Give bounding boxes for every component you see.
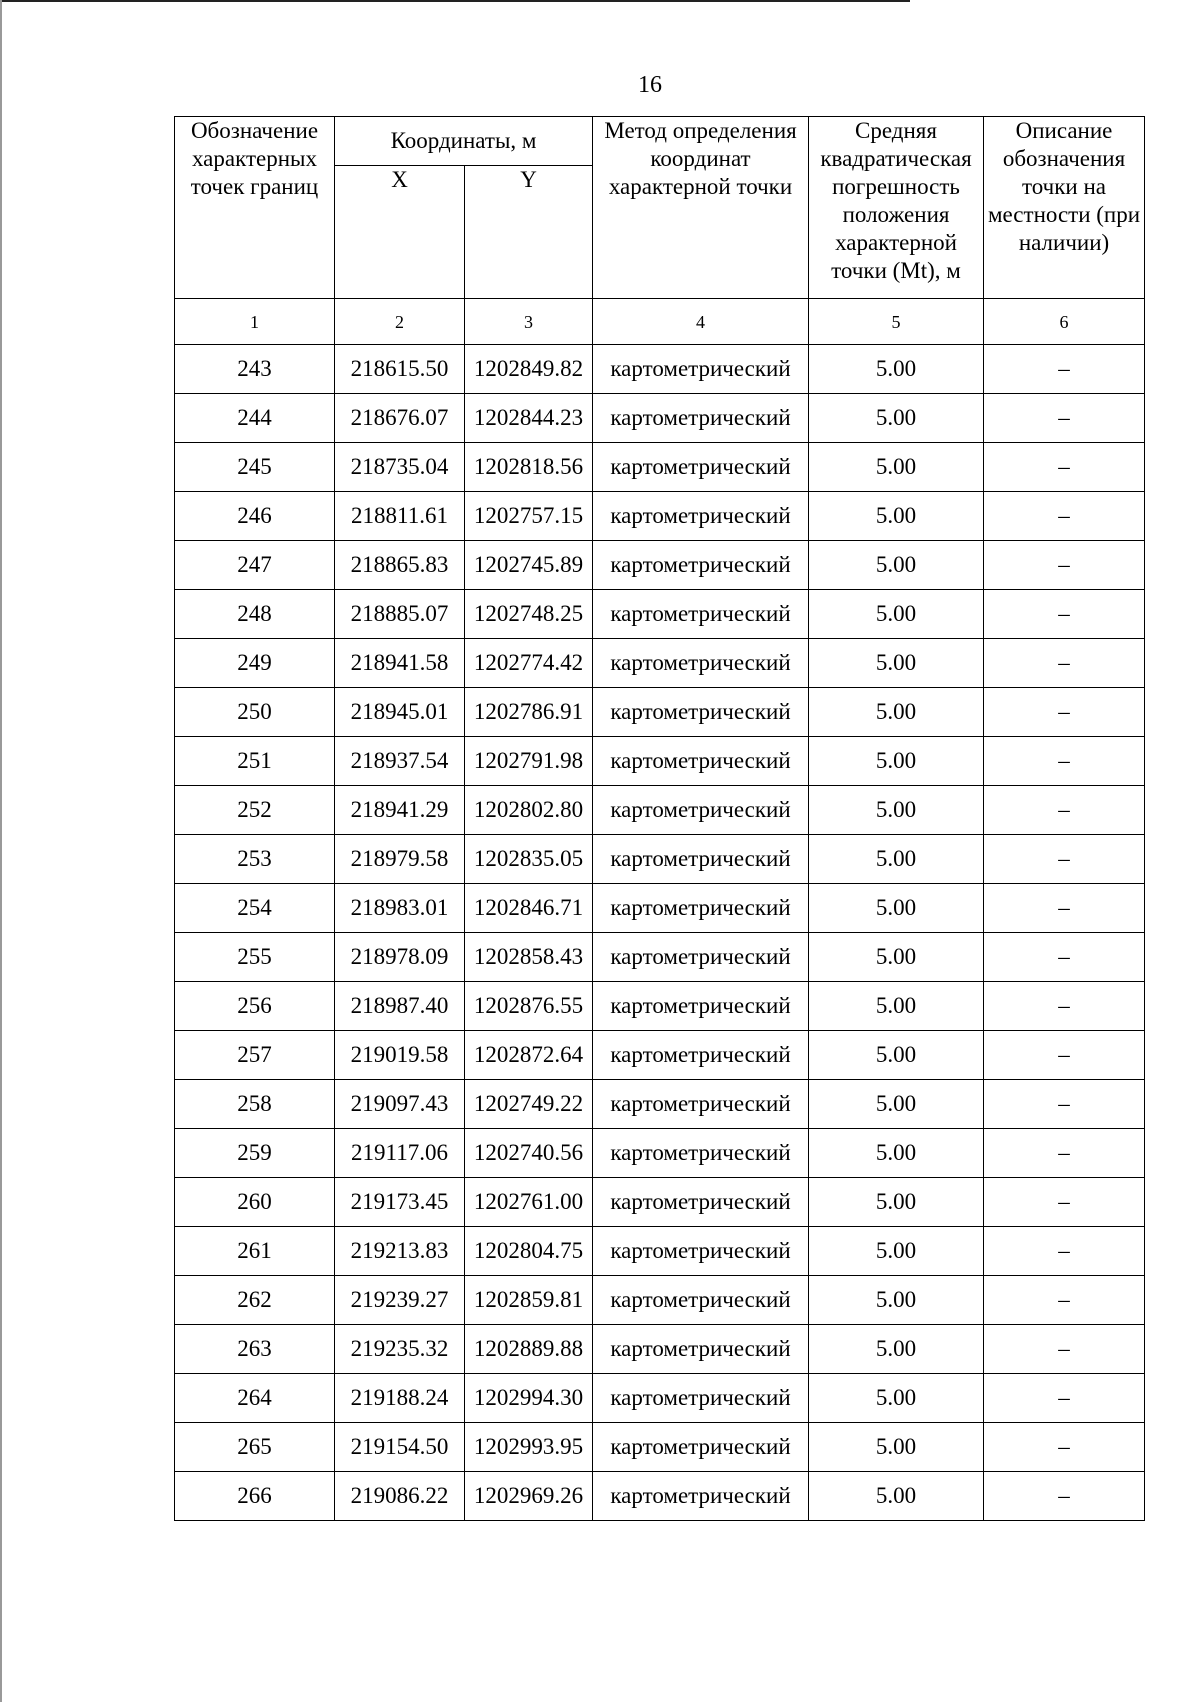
cell-point: 254 xyxy=(175,884,335,933)
cell-method: картометрический xyxy=(593,1423,809,1472)
table-row xyxy=(175,443,1145,492)
table-row xyxy=(175,1178,1145,1227)
cell-x: 218676.07 xyxy=(335,394,465,443)
cell-point: 250 xyxy=(175,688,335,737)
cell-y: 1202761.00 xyxy=(465,1178,593,1227)
cell-accuracy: 5.00 xyxy=(809,982,984,1031)
cell-x: 219117.06 xyxy=(335,1129,465,1178)
table-row xyxy=(175,1129,1145,1178)
cell-description: – xyxy=(984,933,1145,982)
header-method: Метод определения координат характерной точки xyxy=(593,117,809,299)
cell-x: 219019.58 xyxy=(335,1031,465,1080)
cell-y: 1202859.81 xyxy=(465,1276,593,1325)
cell-method: картометрический xyxy=(593,688,809,737)
cell-y: 1202791.98 xyxy=(465,737,593,786)
cell-x: 218865.83 xyxy=(335,541,465,590)
cell-point: 263 xyxy=(175,1325,335,1374)
cell-y: 1202804.75 xyxy=(465,1227,593,1276)
cell-accuracy: 5.00 xyxy=(809,492,984,541)
cell-description: – xyxy=(984,786,1145,835)
cell-point: 264 xyxy=(175,1374,335,1423)
cell-x: 219173.45 xyxy=(335,1178,465,1227)
cell-y: 1202835.05 xyxy=(465,835,593,884)
cell-method: картометрический xyxy=(593,884,809,933)
cell-description: – xyxy=(984,1178,1145,1227)
table-row xyxy=(175,982,1145,1031)
cell-point: 256 xyxy=(175,982,335,1031)
cell-x: 219239.27 xyxy=(335,1276,465,1325)
column-number: 2 xyxy=(335,299,465,345)
cell-point: 248 xyxy=(175,590,335,639)
table-row xyxy=(175,590,1145,639)
cell-description: – xyxy=(984,982,1145,1031)
cell-description: – xyxy=(984,737,1145,786)
column-number: 3 xyxy=(465,299,593,345)
cell-y: 1202993.95 xyxy=(465,1423,593,1472)
cell-x: 219086.22 xyxy=(335,1472,465,1521)
cell-accuracy: 5.00 xyxy=(809,1325,984,1374)
cell-method: картометрический xyxy=(593,1031,809,1080)
cell-description: – xyxy=(984,1423,1145,1472)
cell-x: 218941.58 xyxy=(335,639,465,688)
cell-x: 218983.01 xyxy=(335,884,465,933)
cell-accuracy: 5.00 xyxy=(809,1080,984,1129)
cell-x: 219097.43 xyxy=(335,1080,465,1129)
scan-edge-left xyxy=(0,0,2,1702)
cell-method: картометрический xyxy=(593,394,809,443)
cell-description: – xyxy=(984,1276,1145,1325)
cell-description: – xyxy=(984,884,1145,933)
page-number: 16 xyxy=(638,72,662,98)
cell-description: – xyxy=(984,639,1145,688)
cell-point: 244 xyxy=(175,394,335,443)
cell-method: картометрический xyxy=(593,786,809,835)
cell-accuracy: 5.00 xyxy=(809,688,984,737)
cell-point: 243 xyxy=(175,345,335,394)
cell-y: 1202889.88 xyxy=(465,1325,593,1374)
column-number: 6 xyxy=(984,299,1145,345)
cell-method: картометрический xyxy=(593,590,809,639)
cell-y: 1202858.43 xyxy=(465,933,593,982)
table-row xyxy=(175,1227,1145,1276)
table-row xyxy=(175,1423,1145,1472)
cell-description: – xyxy=(984,443,1145,492)
cell-point: 262 xyxy=(175,1276,335,1325)
cell-point: 261 xyxy=(175,1227,335,1276)
header-point: Обозначение характерных точек границ xyxy=(175,117,335,299)
cell-method: картометрический xyxy=(593,933,809,982)
table-row xyxy=(175,394,1145,443)
header-row xyxy=(175,117,1145,166)
column-number-row xyxy=(175,299,1145,345)
cell-method: картометрический xyxy=(593,982,809,1031)
cell-accuracy: 5.00 xyxy=(809,1031,984,1080)
cell-x: 218735.04 xyxy=(335,443,465,492)
cell-y: 1202818.56 xyxy=(465,443,593,492)
cell-y: 1202844.23 xyxy=(465,394,593,443)
cell-y: 1202802.80 xyxy=(465,786,593,835)
cell-description: – xyxy=(984,541,1145,590)
cell-point: 266 xyxy=(175,1472,335,1521)
cell-description: – xyxy=(984,1031,1145,1080)
cell-description: – xyxy=(984,1129,1145,1178)
cell-method: картометрический xyxy=(593,1325,809,1374)
cell-method: картометрический xyxy=(593,1178,809,1227)
cell-y: 1202774.42 xyxy=(465,639,593,688)
cell-accuracy: 5.00 xyxy=(809,737,984,786)
cell-accuracy: 5.00 xyxy=(809,1227,984,1276)
header-accuracy: Средняя квадратическая погрешность положения характерной точки (Mt), м xyxy=(809,117,984,299)
cell-x: 218979.58 xyxy=(335,835,465,884)
cell-x: 218941.29 xyxy=(335,786,465,835)
cell-x: 218615.50 xyxy=(335,345,465,394)
cell-accuracy: 5.00 xyxy=(809,639,984,688)
cell-point: 249 xyxy=(175,639,335,688)
table-row xyxy=(175,1472,1145,1521)
cell-method: картометрический xyxy=(593,737,809,786)
cell-x: 218937.54 xyxy=(335,737,465,786)
cell-y: 1202846.71 xyxy=(465,884,593,933)
cell-point: 251 xyxy=(175,737,335,786)
cell-x: 218811.61 xyxy=(335,492,465,541)
cell-method: картометрический xyxy=(593,345,809,394)
cell-accuracy: 5.00 xyxy=(809,1276,984,1325)
cell-accuracy: 5.00 xyxy=(809,345,984,394)
cell-accuracy: 5.00 xyxy=(809,786,984,835)
cell-method: картометрический xyxy=(593,1472,809,1521)
table-row xyxy=(175,639,1145,688)
cell-point: 245 xyxy=(175,443,335,492)
cell-x: 219188.24 xyxy=(335,1374,465,1423)
cell-accuracy: 5.00 xyxy=(809,394,984,443)
cell-point: 255 xyxy=(175,933,335,982)
cell-accuracy: 5.00 xyxy=(809,1178,984,1227)
cell-y: 1202994.30 xyxy=(465,1374,593,1423)
scan-edge-top xyxy=(0,0,910,2)
table-row xyxy=(175,345,1145,394)
cell-method: картометрический xyxy=(593,492,809,541)
cell-description: – xyxy=(984,1227,1145,1276)
cell-accuracy: 5.00 xyxy=(809,1423,984,1472)
cell-method: картометрический xyxy=(593,1080,809,1129)
cell-method: картометрический xyxy=(593,1129,809,1178)
cell-description: – xyxy=(984,1080,1145,1129)
cell-point: 252 xyxy=(175,786,335,835)
column-number: 1 xyxy=(175,299,335,345)
cell-y: 1202786.91 xyxy=(465,688,593,737)
cell-x: 219213.83 xyxy=(335,1227,465,1276)
cell-method: картометрический xyxy=(593,1374,809,1423)
cell-x: 218945.01 xyxy=(335,688,465,737)
cell-description: – xyxy=(984,590,1145,639)
cell-accuracy: 5.00 xyxy=(809,590,984,639)
cell-point: 265 xyxy=(175,1423,335,1472)
cell-x: 219235.32 xyxy=(335,1325,465,1374)
cell-accuracy: 5.00 xyxy=(809,835,984,884)
cell-point: 259 xyxy=(175,1129,335,1178)
cell-method: картометрический xyxy=(593,1276,809,1325)
table-row xyxy=(175,541,1145,590)
cell-point: 260 xyxy=(175,1178,335,1227)
cell-method: картометрический xyxy=(593,1227,809,1276)
cell-y: 1202749.22 xyxy=(465,1080,593,1129)
cell-accuracy: 5.00 xyxy=(809,1472,984,1521)
cell-x: 219154.50 xyxy=(335,1423,465,1472)
cell-description: – xyxy=(984,345,1145,394)
column-number: 4 xyxy=(593,299,809,345)
cell-description: – xyxy=(984,1374,1145,1423)
table-row xyxy=(175,1325,1145,1374)
cell-description: – xyxy=(984,492,1145,541)
cell-accuracy: 5.00 xyxy=(809,443,984,492)
cell-method: картометрический xyxy=(593,639,809,688)
table-row xyxy=(175,1374,1145,1423)
table-body xyxy=(175,345,1145,1521)
table-row xyxy=(175,884,1145,933)
cell-y: 1202740.56 xyxy=(465,1129,593,1178)
cell-point: 253 xyxy=(175,835,335,884)
cell-y: 1202757.15 xyxy=(465,492,593,541)
cell-description: – xyxy=(984,835,1145,884)
cell-accuracy: 5.00 xyxy=(809,1129,984,1178)
cell-y: 1202849.82 xyxy=(465,345,593,394)
cell-point: 246 xyxy=(175,492,335,541)
cell-accuracy: 5.00 xyxy=(809,933,984,982)
table-row xyxy=(175,1276,1145,1325)
cell-method: картометрический xyxy=(593,443,809,492)
cell-y: 1202748.25 xyxy=(465,590,593,639)
coordinates-table xyxy=(174,116,1145,1521)
table-row xyxy=(175,1031,1145,1080)
cell-description: – xyxy=(984,1325,1145,1374)
header-y: Y xyxy=(465,166,593,299)
table-row xyxy=(175,688,1145,737)
cell-description: – xyxy=(984,394,1145,443)
cell-point: 258 xyxy=(175,1080,335,1129)
cell-description: – xyxy=(984,1472,1145,1521)
cell-y: 1202969.26 xyxy=(465,1472,593,1521)
cell-accuracy: 5.00 xyxy=(809,1374,984,1423)
cell-y: 1202876.55 xyxy=(465,982,593,1031)
cell-method: картометрический xyxy=(593,541,809,590)
cell-point: 257 xyxy=(175,1031,335,1080)
column-number: 5 xyxy=(809,299,984,345)
table-row xyxy=(175,786,1145,835)
header-x: X xyxy=(335,166,465,299)
table-row xyxy=(175,737,1145,786)
table-row xyxy=(175,492,1145,541)
cell-x: 218978.09 xyxy=(335,933,465,982)
table-row xyxy=(175,835,1145,884)
header-description: Описание обозначения точки на местности (при наличии) xyxy=(984,117,1145,299)
cell-point: 247 xyxy=(175,541,335,590)
cell-y: 1202872.64 xyxy=(465,1031,593,1080)
header-coordinates: Координаты, м xyxy=(335,117,593,166)
cell-y: 1202745.89 xyxy=(465,541,593,590)
cell-description: – xyxy=(984,688,1145,737)
table-row xyxy=(175,933,1145,982)
cell-x: 218987.40 xyxy=(335,982,465,1031)
cell-accuracy: 5.00 xyxy=(809,884,984,933)
table-row xyxy=(175,1080,1145,1129)
cell-x: 218885.07 xyxy=(335,590,465,639)
cell-method: картометрический xyxy=(593,835,809,884)
cell-accuracy: 5.00 xyxy=(809,541,984,590)
